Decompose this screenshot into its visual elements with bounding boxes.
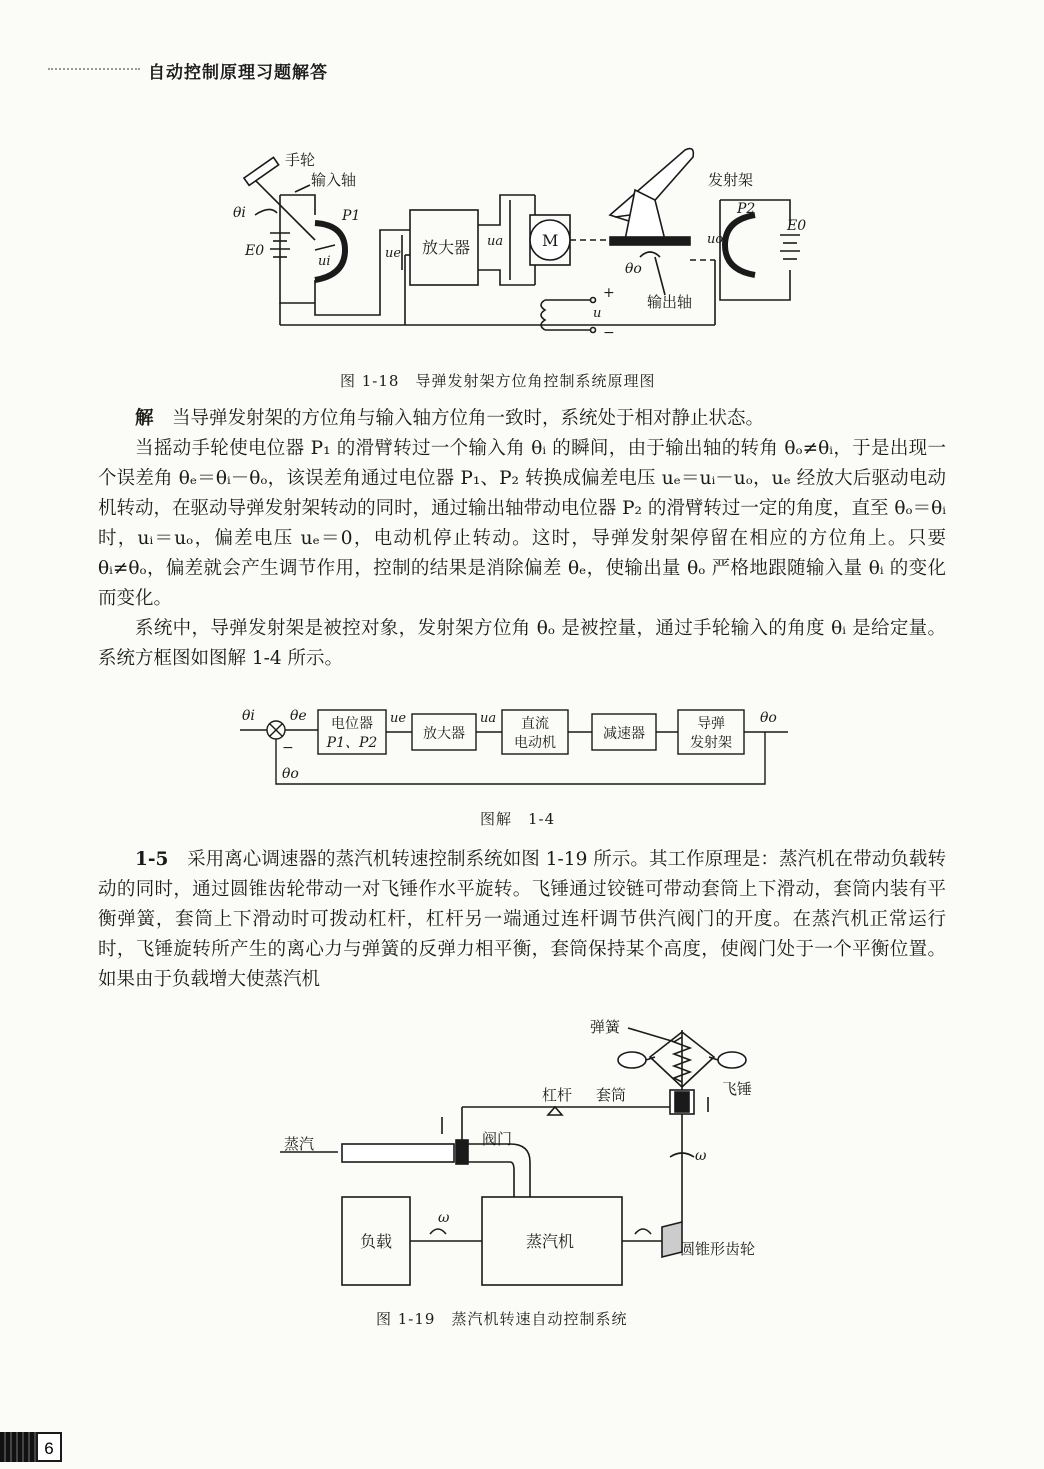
solution-p2: 当摇动手轮使电位器 P₁ 的滑臂转过一个输入角 θᵢ 的瞬间，由于输出轴的转角 θₒ≠θᵢ，于是出现一个误差角 θₑ＝θᵢ－θₒ，该误差角通过电位器 P₁、P₂ 转换成偏差电压 uₑ＝uᵢ－uₒ，uₑ 经放大后驱动电动机转动，在驱动导弹发射架转动的同时，通过输出轴带动电位器 P₂ 的滑臂转过一定的角度，直至 θₒ＝θᵢ 时，uᵢ＝uₒ，偏差电压 uₑ＝0，电动机停止转动。这时，导弹发射架停留在相应的方位角上。只要 θᵢ≠θₒ，偏差就会产生调节作用，控制的结果是消除偏差 θₑ，使输出量 θₒ 严格地跟随输入量 θᵢ 的变化而变化。 [98, 438, 946, 609]
block-potentiometer [318, 710, 386, 754]
block-reducer [592, 714, 656, 750]
block-amplifier-label: 放大器 [423, 726, 465, 742]
header-rule [48, 68, 140, 70]
theta-o-label: θo [625, 261, 642, 277]
steam-label: 蒸汽 [284, 1135, 315, 1153]
bd-feedback-label: θo [282, 766, 299, 782]
amplifier-label: 放大器 [422, 238, 471, 257]
problem-1-5 [98, 845, 946, 995]
figure-1-19-diagram [270, 1012, 790, 1302]
solution-p1: 当导弹发射架的方位角与输入轴方位角一致时，系统处于相对静止状态。 [172, 408, 765, 429]
flyweight-label: 飞锤 [722, 1080, 753, 1098]
ui-label: ui [318, 254, 331, 269]
engine-label: 蒸汽机 [526, 1232, 575, 1251]
ua-label: ua [487, 234, 504, 249]
bd-error-label: θe [290, 708, 307, 724]
p1-label: P1 [342, 208, 361, 224]
page-number: 6 [36, 1432, 62, 1462]
theta-i-label: θi [233, 205, 246, 221]
block-launcher [678, 710, 744, 754]
plus-label: + [603, 285, 615, 301]
bevel-gear-label: 圆锥形齿轮 [680, 1240, 756, 1258]
page-edge-decoration [0, 1432, 36, 1462]
minus-label: − [603, 325, 615, 341]
block-launcher-line2: 发射架 [690, 735, 732, 751]
lever-label: 杠杆 [542, 1086, 573, 1104]
u-label: u [593, 306, 602, 321]
bevel-gear-icon [662, 1222, 682, 1257]
input-shaft-label: 输入轴 [311, 171, 357, 189]
block-launcher-line1: 导弹 [697, 716, 725, 732]
bd-input-label: θi [242, 708, 255, 724]
block-dc-motor-line2: 电动机 [514, 735, 556, 751]
bd-output-label: θo [760, 710, 777, 726]
motor-label: M [542, 231, 559, 250]
block-amplifier [412, 714, 476, 750]
bd-minus-label: − [282, 740, 294, 756]
sleeve-label: 套筒 [596, 1086, 627, 1104]
figure-1-18-diagram [215, 145, 815, 355]
handwheel-label: 手轮 [285, 151, 316, 169]
ue-label: ue [385, 246, 402, 261]
centrifugal-governor-icon [618, 1030, 746, 1114]
omega-left-label: ω [438, 1210, 450, 1226]
spring-label: 弹簧 [590, 1018, 621, 1036]
solution-lead: 解 [135, 408, 154, 429]
p2-label: P2 [737, 201, 756, 217]
block-diagram-1-4 [240, 700, 800, 795]
block-dc-motor-line1: 直流 [521, 716, 549, 732]
lever-pivot-icon [548, 1107, 562, 1115]
figure-1-18-caption: 图 1-18 导弹发射架方位角控制系统原理图 [340, 372, 656, 390]
problem-number: 1-5 [135, 849, 169, 870]
uo-label: uo [707, 232, 724, 247]
missile-launcher-icon [610, 149, 693, 245]
omega-top-label: ω [695, 1148, 707, 1164]
solution-p3: 系统中，导弹发射架是被控对象，发射架方位角 θₒ 是被控量，通过手轮输入的角度 θᵢ 是给定量。系统方框图如图解 1-4 所示。 [98, 618, 946, 669]
bd-ua-label: ua [480, 711, 497, 726]
load-label: 负载 [360, 1232, 393, 1251]
block-potentiometer-line2: P1、P2 [326, 735, 378, 751]
e0-left-label: E0 [245, 243, 265, 259]
block-reducer-label: 减速器 [603, 726, 645, 742]
solution-text [98, 404, 946, 674]
block-dc-motor [502, 710, 568, 754]
running-header: 自动控制原理习题解答 [148, 63, 328, 83]
block-diagram-caption: 图解 1-4 [480, 810, 556, 828]
launcher-label: 发射架 [708, 171, 754, 189]
block-potentiometer-line1: 电位器 [331, 716, 373, 732]
valve-label: 阀门 [482, 1130, 513, 1148]
problem-text: 采用离心调速器的蒸汽机转速控制系统如图 1-19 所示。其工作原理是：蒸汽机在带动负载转动的同时，通过圆锥齿轮带动一对飞锤作水平旋转。飞锤通过铰链可带动套筒上下滑动，套筒内装有平衡弹簧，套筒上下滑动时可拨动杠杆，杠杆另一端通过连杆调节供汽阀门的开度。在蒸汽机正常运行时，飞锤旋转所产生的离心力与弹簧的反弹力相平衡，套筒保持某个高度，使阀门处于一个平衡位置。如果由于负载增大使蒸汽机 [98, 849, 946, 990]
bd-ue-label: ue [390, 711, 407, 726]
e0-right-label: E0 [787, 218, 807, 234]
valve-icon [456, 1140, 468, 1164]
output-shaft-label: 输出轴 [647, 293, 693, 311]
figure-1-19-caption: 图 1-19 蒸汽机转速自动控制系统 [376, 1310, 628, 1328]
